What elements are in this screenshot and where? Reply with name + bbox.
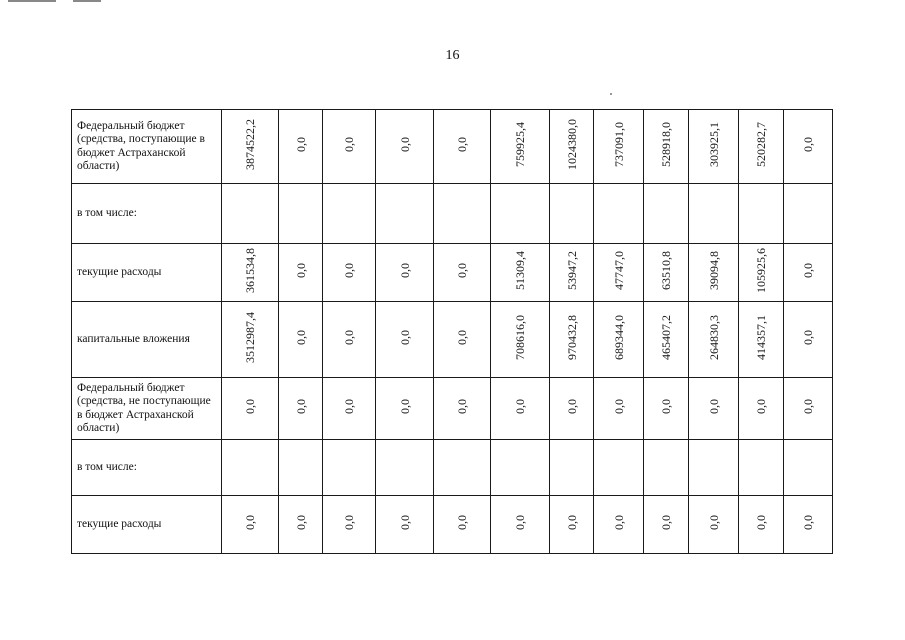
cell-value: 3874522,2 (243, 118, 257, 170)
row-label: Федеральный бюджет (средства, не поступающие в бюджет Астраханской области) (72, 378, 222, 440)
value-cell (222, 110, 279, 184)
cell-value: 0,0 (513, 514, 527, 530)
value-cell (434, 184, 491, 244)
value-cell (376, 184, 434, 244)
value-cell (594, 440, 644, 496)
value-cell (323, 378, 376, 440)
cell-value: 0,0 (293, 514, 308, 530)
cell-value: 0,0 (659, 514, 673, 530)
page-number: 16 (445, 48, 460, 63)
cell-value: 0,0 (455, 136, 469, 152)
cell-value: 0,0 (397, 514, 412, 530)
value-cell (594, 184, 644, 244)
cell-value: 737091,0 (611, 121, 626, 167)
value-cell (376, 302, 434, 378)
value-cell (689, 440, 739, 496)
value-cell (594, 496, 644, 554)
cell-value: 0,0 (293, 262, 308, 278)
value-cell (550, 302, 594, 378)
table-row (72, 244, 833, 302)
value-cell (550, 440, 594, 496)
row-label: в том числе: (72, 184, 222, 244)
cell-value: 0,0 (293, 398, 308, 414)
value-cell (689, 302, 739, 378)
cell-value: 528918,0 (659, 121, 673, 167)
cell-value: 0,0 (513, 398, 527, 414)
cell-value: 689344,0 (611, 314, 626, 360)
value-cell (323, 244, 376, 302)
value-cell (550, 184, 594, 244)
value-cell (376, 440, 434, 496)
cell-value: 1024380,0 (564, 118, 579, 170)
cell-value: 0,0 (611, 398, 626, 414)
value-cell (279, 110, 323, 184)
value-cell (323, 496, 376, 554)
cell-value: 0,0 (243, 514, 257, 530)
value-cell (434, 378, 491, 440)
value-cell (279, 378, 323, 440)
value-cell (550, 110, 594, 184)
value-cell (323, 184, 376, 244)
scan-speck (610, 93, 612, 95)
value-cell (434, 110, 491, 184)
value-cell (550, 496, 594, 554)
cell-value: 0,0 (564, 398, 579, 414)
value-cell (376, 244, 434, 302)
cell-value: 0,0 (342, 136, 356, 152)
value-cell (491, 244, 550, 302)
value-cell (739, 440, 784, 496)
scan-mark-left (8, 0, 56, 2)
value-cell (222, 378, 279, 440)
value-cell (784, 496, 833, 554)
value-cell (689, 496, 739, 554)
value-cell (644, 496, 689, 554)
cell-value: 0,0 (293, 329, 308, 345)
cell-value: 47747,0 (611, 250, 626, 290)
cell-value: 0,0 (659, 398, 673, 414)
value-cell (376, 110, 434, 184)
row-label: текущие расходы (72, 496, 222, 554)
table-row (72, 440, 833, 496)
table-row (72, 496, 833, 554)
value-cell (376, 496, 434, 554)
value-cell (323, 110, 376, 184)
value-cell (644, 302, 689, 378)
cell-value: 0,0 (754, 398, 768, 414)
cell-value: 759925,4 (513, 121, 527, 167)
cell-value: 105925,6 (754, 247, 768, 293)
cell-value: 63510,8 (659, 250, 673, 290)
cell-value: 970432,8 (564, 314, 579, 360)
cell-value: 0,0 (397, 136, 412, 152)
cell-value: 0,0 (706, 398, 721, 414)
value-cell (689, 244, 739, 302)
value-cell (550, 244, 594, 302)
value-cell (689, 110, 739, 184)
value-cell (644, 184, 689, 244)
value-cell (594, 378, 644, 440)
cell-value: 0,0 (293, 136, 308, 152)
table-row (72, 378, 833, 440)
value-cell (222, 440, 279, 496)
value-cell (644, 378, 689, 440)
cell-value: 414357,1 (754, 314, 768, 360)
value-cell (222, 496, 279, 554)
value-cell (784, 244, 833, 302)
value-cell (491, 302, 550, 378)
cell-value: 0,0 (801, 398, 815, 414)
cell-value: 0,0 (455, 398, 469, 414)
value-cell (434, 496, 491, 554)
cell-value: 0,0 (611, 514, 626, 530)
cell-value: 303925,1 (706, 121, 721, 167)
value-cell (323, 302, 376, 378)
value-cell (739, 496, 784, 554)
cell-value: 0,0 (342, 329, 356, 345)
value-cell (491, 440, 550, 496)
value-cell (689, 378, 739, 440)
value-cell (784, 110, 833, 184)
value-cell (784, 378, 833, 440)
cell-value: 708616,0 (513, 314, 527, 360)
row-label: капитальные вложения (72, 302, 222, 378)
cell-value: 0,0 (342, 514, 356, 530)
value-cell (644, 110, 689, 184)
cell-value: 51309,4 (513, 250, 527, 290)
cell-value: 0,0 (754, 514, 768, 530)
row-label: Федеральный бюджет (средства, поступающие в бюджет Астраханской области) (72, 110, 222, 184)
cell-value: 0,0 (342, 398, 356, 414)
value-cell (644, 244, 689, 302)
value-cell (550, 378, 594, 440)
cell-value: 53947,2 (564, 250, 579, 290)
value-cell (491, 110, 550, 184)
value-cell (279, 302, 323, 378)
cell-value: 0,0 (397, 398, 412, 414)
value-cell (434, 302, 491, 378)
value-cell (739, 184, 784, 244)
cell-value: 0,0 (801, 514, 815, 530)
value-cell (739, 110, 784, 184)
row-label: текущие расходы (72, 244, 222, 302)
value-cell (222, 184, 279, 244)
value-cell (594, 110, 644, 184)
budget-table (71, 109, 833, 554)
value-cell (784, 302, 833, 378)
value-cell (279, 440, 323, 496)
cell-value: 0,0 (801, 329, 815, 345)
value-cell (491, 184, 550, 244)
cell-value: 0,0 (455, 262, 469, 278)
table-row (72, 302, 833, 378)
row-label: в том числе: (72, 440, 222, 496)
cell-value: 0,0 (243, 398, 257, 414)
cell-value: 3512987,4 (243, 311, 257, 363)
cell-value: 0,0 (706, 514, 721, 530)
value-cell (594, 244, 644, 302)
value-cell (784, 440, 833, 496)
table-row (72, 184, 833, 244)
value-cell (279, 184, 323, 244)
cell-value: 264830,3 (706, 314, 721, 360)
cell-value: 0,0 (397, 329, 412, 345)
value-cell (739, 244, 784, 302)
cell-value: 361534,8 (243, 247, 257, 293)
value-cell (434, 244, 491, 302)
cell-value: 0,0 (564, 514, 579, 530)
value-cell (739, 302, 784, 378)
cell-value: 0,0 (801, 136, 815, 152)
cell-value: 0,0 (801, 262, 815, 278)
value-cell (222, 302, 279, 378)
value-cell (491, 378, 550, 440)
value-cell (279, 244, 323, 302)
value-cell (279, 496, 323, 554)
cell-value: 0,0 (342, 262, 356, 278)
value-cell (644, 440, 689, 496)
value-cell (594, 302, 644, 378)
value-cell (689, 184, 739, 244)
cell-value: 0,0 (455, 514, 469, 530)
cell-value: 0,0 (455, 329, 469, 345)
cell-value: 0,0 (397, 262, 412, 278)
value-cell (434, 440, 491, 496)
value-cell (222, 244, 279, 302)
cell-value: 520282,7 (754, 121, 768, 167)
value-cell (376, 378, 434, 440)
scan-mark-right (73, 0, 101, 2)
cell-value: 465407,2 (659, 314, 673, 360)
value-cell (739, 378, 784, 440)
value-cell (491, 496, 550, 554)
value-cell (784, 184, 833, 244)
value-cell (323, 440, 376, 496)
table-row (72, 110, 833, 184)
cell-value: 39094,8 (706, 250, 721, 290)
